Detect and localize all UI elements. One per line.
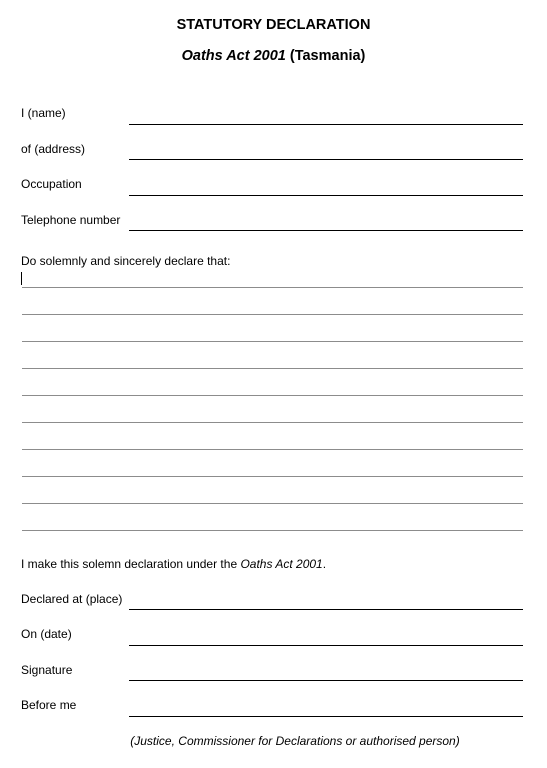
address-field[interactable] [129, 159, 523, 160]
declaration-line[interactable] [22, 395, 523, 396]
place-label: Declared at (place) [21, 592, 123, 606]
text-cursor [21, 272, 22, 285]
declaration-line[interactable] [22, 314, 523, 315]
solemn-statement [21, 557, 326, 571]
document-title: STATUTORY DECLARATION [176, 17, 371, 33]
declaration-line[interactable] [22, 449, 523, 450]
witness-label: Before me [21, 698, 77, 712]
solemn-suffix: . [322, 557, 327, 571]
declaration-line[interactable] [22, 368, 523, 369]
declaration-line[interactable] [22, 341, 523, 342]
telephone-field[interactable] [129, 230, 523, 231]
declaration-intro: Do solemnly and sincerely declare that: [21, 254, 231, 268]
declaration-line[interactable] [22, 476, 523, 477]
occupation-label: Occupation [21, 177, 82, 191]
subtitle-act-name: Oaths Act 2001 [181, 48, 286, 64]
signature-field[interactable] [129, 680, 523, 681]
place-field[interactable] [129, 609, 523, 610]
address-label: of (address) [21, 142, 86, 156]
date-label: On (date) [21, 627, 72, 641]
declaration-line[interactable] [22, 287, 523, 288]
witness-field[interactable] [129, 716, 523, 717]
declaration-line[interactable] [22, 503, 523, 504]
document-subtitle [0, 48, 547, 64]
date-field[interactable] [129, 645, 523, 646]
telephone-label: Telephone number [21, 213, 121, 227]
solemn-prefix: I make this solemn declaration under the [21, 557, 241, 571]
declaration-line[interactable] [22, 530, 523, 531]
declaration-line[interactable] [22, 422, 523, 423]
name-label: I (name) [21, 106, 66, 120]
subtitle-state: (Tasmania) [285, 48, 366, 64]
name-field[interactable] [129, 124, 523, 125]
solemn-act-name: Oaths Act 2001 [240, 557, 323, 571]
occupation-field[interactable] [129, 195, 523, 196]
signature-label: Signature [21, 663, 73, 677]
witness-footnote: (Justice, Commissioner for Declarations or authorised person) [130, 734, 460, 748]
